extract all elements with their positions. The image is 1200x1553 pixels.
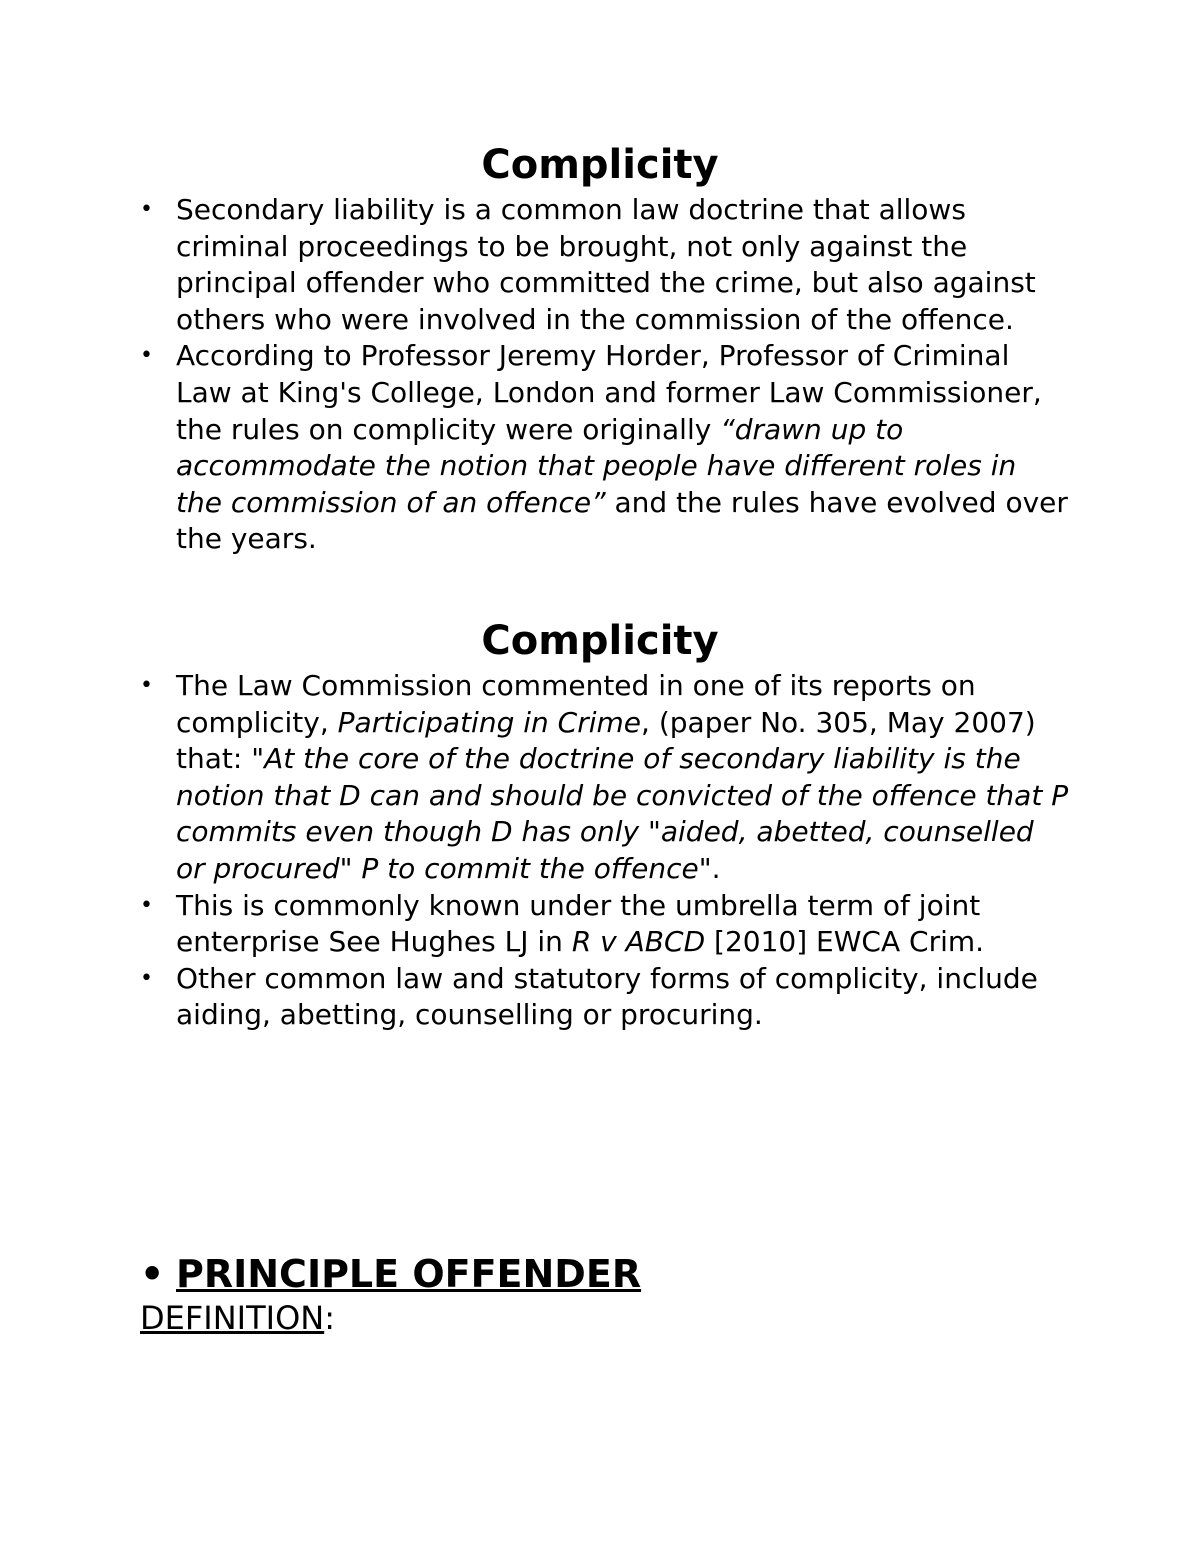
definition-colon: : [324, 1299, 335, 1337]
bullet-quote: “drawn up to accommodate the notion that people have different roles in the commission of an offence” [176, 412, 1017, 519]
principle-offender-label: PRINCIPLE OFFENDER [176, 1252, 642, 1296]
bullet-icon: • [140, 965, 153, 991]
bullet-text: The Law Commission commented in one of its reports on complicity, [176, 669, 976, 739]
bullet-text-after: ". [698, 851, 721, 885]
list-item [140, 192, 1070, 338]
list-item [140, 961, 1070, 1034]
bullet-text: According to Professor Jeremy Horder, Professor of Criminal Law at King's College, London and former Law Commissioner, the rules on complicity were originally [176, 339, 1042, 446]
list-item [140, 338, 1070, 558]
bullet-text-mid: , (paper No. 305, May 2007) that: " [176, 705, 1036, 776]
bullet-text-after: [2010] EWCA Crim. [705, 925, 985, 959]
bullet-icon: • [140, 892, 153, 918]
section2-heading: Complicity [481, 618, 719, 664]
definition-label: DEFINITION [140, 1299, 325, 1337]
list-item [140, 668, 1070, 888]
bullet-text: Secondary liability is a common law doctrine that allows criminal proceedings to be brought, not only against the principal offender who committed the crime, but also against others who were involved in the commission of the offence. [176, 193, 1036, 336]
bullet-icon: • [140, 343, 153, 369]
bullet-text-after: and the rules have evolved over the years. [176, 485, 1068, 556]
bullet-icon: • [140, 673, 153, 698]
principle-offender-heading [140, 1250, 641, 1298]
section1-heading: Complicity [481, 142, 719, 188]
bullet-icon: • [140, 197, 153, 222]
section2-bullet-list [140, 668, 1070, 1034]
bullet-quote: At the core of the doctrine of secondary liability is the notion that D can and should be convicted of the offence that P commits even though D has only "aided, abetted, counselled or procured" P to commit the offence [176, 742, 1069, 885]
bullet-text: Other common law and statutory forms of complicity, include aiding, abetting, counselling or procuring. [176, 961, 1038, 1032]
report-title: Participating in Crime [337, 705, 642, 739]
list-item [140, 888, 1070, 961]
definition-line [140, 1298, 335, 1338]
section1-bullet-list [140, 192, 1070, 558]
bullet-icon: • [140, 1252, 165, 1296]
bullet-text: This is commonly known under the umbrella term of joint enterprise See Hughes LJ in [176, 888, 981, 959]
case-name: R v ABCD [571, 925, 706, 959]
